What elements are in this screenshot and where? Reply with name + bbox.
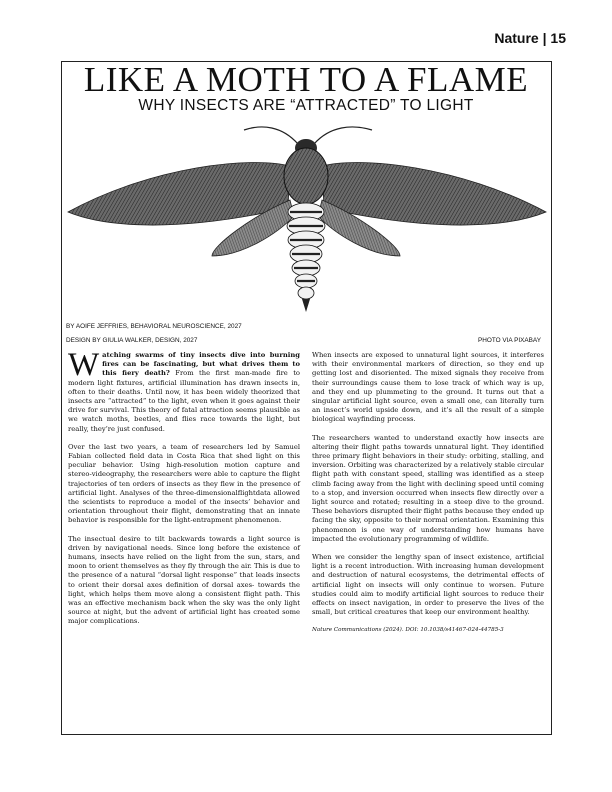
page-number-header: Nature | 15 <box>494 30 566 46</box>
moth-illustration <box>62 116 551 316</box>
paragraph-3: The insectual desire to tilt backwards towards a light source is driven by navigational needs. Since long before the existence of humans, insects have relied on the light from the sun, stars, and moon to orient themselves as they fly through the air. This is due to the presence of a natural “dorsal light response” that leads insects to orient their dorsal axes definition of dorsal axes- towards the light, which helps them move along a consistent flight path. This was an effective mechanism back when the sky was the only light source at night, but the advent of artificial light has created some major complications. <box>68 534 300 626</box>
article-title: LIKE A MOTH TO A FLAME <box>83 60 529 99</box>
byline-author: BY AOIFE JEFFRIES, BEHAVIORAL NEUROSCIENCE, 2027 <box>66 323 242 330</box>
paragraph-6: When we consider the lengthy span of insect existence, artificial light is a recent introduction. With increasing human development and destruction of natural ecosystems, the detrimental effects of artificial light on insects will only continue to worsen. Future studies could aim to modify artificial light sources to reduce their effects on insect navigation, in order to preserve the lives of the small, but critical creatures that keep our environment healthy. <box>312 553 544 617</box>
photo-credit: PHOTO VIA PIXABAY <box>478 337 541 344</box>
paragraph-5: The researchers wanted to understand exactly how insects are altering their flight paths towards unnatural light. They identified three primary flight behaviors in their study: orbiting, stalling, and inversion. Orbiting was characterized by a relatively stable circular flight path with constant speed, stalling was identified as a steep climb facing away from the light with declining speed until coming to a stop, and inversion occurred when insects flew directly over a light source and rotated; resulting in a steep dive to the ground. These behaviors disrupted their flight paths because they ended up facing the sky, opposite to their normal orientation. Examining this phenomenon is one way of understanding how humans have impacted the evolutionary programming of wildlife. <box>312 433 544 543</box>
paragraph-4: When insects are exposed to unnatural light sources, it interferes with their environmental markers of direction, so they end up getting lost and disoriented. The mixed signals they receive from their surroundings cause them to lose track of which way is up, and they end up plummeting to the ground. It turns out that a singular artificial light source, even a small one, can literally turn an insect’s world upside down, and it’s all the result of a simple biological wayfinding process. <box>312 351 544 424</box>
moth-icon <box>62 116 551 316</box>
lead-text: atching swarms of tiny insects dive into burning fires can be fascinating, but what drives them to this fiery death? <box>102 351 300 378</box>
drop-cap: W <box>68 347 100 383</box>
citation: Nature Communications (2024). DOI: 10.1038/s41467-024-44785-3 <box>312 627 504 634</box>
article-column-left <box>68 347 300 636</box>
paragraph-1-text: From the first man-made fire to modern light fixtures, artificial illumination has drawn insects in, often to their deaths. Until now, it has been widely theorized that insects are “attracted” to the light, even when it goes against their drive for survival. This theory of fatal attraction seems plausible as we watch moths, beetles, and flies race towards the light, but really, they’re just confused. <box>68 369 300 433</box>
byline-design: DESIGN BY GIULIA WALKER, DESIGN, 2027 <box>66 337 198 344</box>
paragraph-1 <box>68 347 300 434</box>
article-column-right <box>312 351 544 643</box>
article-subtitle: WHY INSECTS ARE “ATTRACTED” TO LIGHT <box>138 97 474 114</box>
paragraph-2: Over the last two years, a team of researchers led by Samuel Fabian collected field data in Costa Rica that shed light on this peculiar behavior. Using high-resolution motion capture and stereo-videography, the researchers were able to capture the flight trajectories of ten orders of insects as they flew in the presence of artificial light. Analyses of the three-dimensionalflightdata allowed the scientists to reproduce a model of the insects’ behavior and orientation throughout their flight, demonstrating that an innate behavior is responsible for the light-entrapment phenomenon. <box>68 442 300 525</box>
